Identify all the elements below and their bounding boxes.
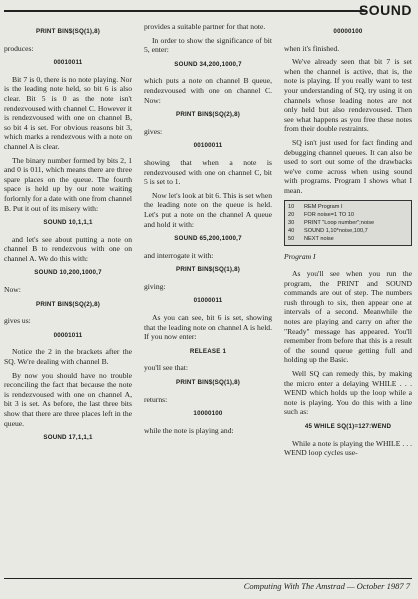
paragraph: Well SQ can remedy this, by making the micro enter a delaying WHILE . . . WEND which holds up the loop while a note is playing. You do this with a line such as: bbox=[284, 369, 412, 417]
program-listing bbox=[284, 200, 412, 246]
paragraph: when it's finished. bbox=[284, 43, 340, 53]
line-code: SOUND 1,10*noise,100,7 bbox=[304, 227, 368, 234]
paragraph: gives us: bbox=[4, 316, 31, 326]
line-code: PRINT "Loop number";noise bbox=[304, 219, 375, 226]
code-line: PRINT BIN$(SQ(1),8) bbox=[176, 379, 240, 387]
code-line: 00100011 bbox=[193, 142, 223, 150]
paragraph: The binary number formed by bits 2, 1 and 0 is 011, which means there are three spare places on the queue. The fourth space is held up by our note waiting forlornly for a date with one from channel B. Put it out of its misery with: bbox=[4, 155, 132, 213]
code-line: SOUND 65,200,1000,7 bbox=[174, 235, 242, 243]
code-line: 10000100 bbox=[193, 410, 223, 418]
line-number: 10 bbox=[288, 203, 295, 210]
paragraph: While a note is playing the WHILE . . . WEND loop cycles use- bbox=[284, 438, 412, 458]
paragraph: As you can see, bit 6 is set, showing that the leading note on channel A is held. If you now enter: bbox=[144, 313, 272, 342]
header-rule bbox=[4, 10, 366, 12]
line-code: REM Program I bbox=[304, 203, 343, 210]
paragraph: showing that when a note is rendezvoused with one on channel C, bit 5 is set to 1. bbox=[144, 157, 272, 187]
paragraph: and interrogate it with: bbox=[144, 250, 214, 260]
text-column-2 bbox=[144, 22, 272, 439]
paragraph: As you'll see when you run the program, the PRINT and SOUND commands are out of step. The numbers rush through to six, then appear one at intervals of a second. Meanwhile the notes are playing and carry on after the "Ready" message has appeared. You'll remember from before that this is a result of the sound queue getting full and holding up the Basic. bbox=[284, 269, 412, 365]
code-line: SOUND 17,1,1,1 bbox=[43, 434, 93, 442]
section-title: SOUND bbox=[358, 2, 412, 18]
footer-rule bbox=[4, 578, 412, 579]
listing-line bbox=[288, 219, 408, 227]
paragraph: provides a suitable partner for that note. bbox=[144, 22, 266, 31]
paragraph: you'll see that: bbox=[144, 363, 188, 373]
paragraph: Bit 7 is 0, there is no note playing. Nor is the leading note held, so bit 6 is also clear. Bit 5 is 0 as the note isn't rendezvoused with channel C. However it is rendezvoused with one on channel B, so bit 4 is set. For obvious reasons bit 3, which marks a rendezvous with a note on channel A is clear. bbox=[4, 74, 132, 151]
listing-caption: Program I bbox=[284, 251, 316, 261]
text-column-3 bbox=[284, 22, 412, 462]
paragraph: giving: bbox=[144, 281, 166, 291]
code-line: 01000011 bbox=[193, 297, 223, 305]
code-line: 00001011 bbox=[53, 331, 83, 339]
code-line: SOUND 10,1,1,1 bbox=[43, 219, 93, 227]
paragraph: By now you should have no trouble reconciling the fact that because the note is rendezvoused with one on channel A, bit 3 is set. As before, the last three bits show that there are three places left in the queue. bbox=[4, 370, 132, 428]
paragraph: Notice the 2 in the brackets after the SQ. We're dealing with channel B. bbox=[4, 347, 132, 367]
code-line: RELEASE 1 bbox=[189, 347, 227, 355]
paragraph: Now let's look at bit 6. This is set when the leading note on the queue is held. Let's put a note on the channel A queue and hold it with: bbox=[144, 190, 272, 229]
line-number: 20 bbox=[288, 211, 295, 218]
paragraph: gives: bbox=[144, 126, 163, 136]
paragraph: We've already seen that bit 7 is set when the channel is active, that is, the note is playing. If you really want to test your understanding of SQ, try using it on channels whose leading notes are not only held but also rendezvoused. Then see what happens as you free these notes from their double restraints. bbox=[284, 57, 412, 134]
code-line: 00010011 bbox=[53, 59, 83, 67]
page-footer: Computing With The Amstrad — October 1987 7 bbox=[243, 581, 410, 591]
listing-line bbox=[288, 227, 408, 235]
paragraph: returns: bbox=[144, 394, 168, 404]
paragraph: In order to show the significance of bit 5, enter: bbox=[144, 35, 272, 55]
line-code: NEXT noise bbox=[304, 235, 334, 242]
line-number: 40 bbox=[288, 227, 295, 234]
paragraph: Now: bbox=[4, 285, 21, 295]
paragraph: and let's see about putting a note on channel B to rendezvous with one on channel A. We do this with: bbox=[4, 234, 132, 263]
line-code: FOR noise=1 TO 10 bbox=[304, 211, 355, 218]
paragraph: which puts a note on channel B queue, rendezvoused with one on channel C. Now: bbox=[144, 76, 272, 105]
listing-line bbox=[288, 235, 408, 243]
code-line: PRINT BIN$(SQ(1),8) bbox=[176, 266, 240, 274]
code-line: SOUND 34,200,1000,7 bbox=[174, 60, 242, 68]
listing-line bbox=[288, 203, 408, 211]
code-line: PRINT BIN$(SQ(2),8) bbox=[36, 300, 100, 308]
text-column-1 bbox=[4, 22, 132, 450]
paragraph: produces: bbox=[4, 43, 34, 53]
code-line: SOUND 10,200,1000,7 bbox=[34, 269, 102, 277]
code-line: PRINT BIN$(SQ(2),8) bbox=[176, 111, 240, 119]
line-number: 30 bbox=[288, 219, 295, 226]
listing-line bbox=[288, 211, 408, 219]
code-line: PRINT BIN$(SQ(1),8) bbox=[36, 28, 100, 35]
paragraph: SQ isn't just used for fact finding and debugging channel queues. It can also be used to sort out some of the drawbacks we've come across when using sound with programs. Program I shows what I mean. bbox=[284, 137, 412, 195]
code-line: 00000100 bbox=[333, 28, 363, 35]
line-number: 50 bbox=[288, 235, 295, 242]
code-line: 45 WHILE SQ(1)=127:WEND bbox=[304, 423, 392, 430]
paragraph: while the note is playing and: bbox=[144, 425, 234, 435]
